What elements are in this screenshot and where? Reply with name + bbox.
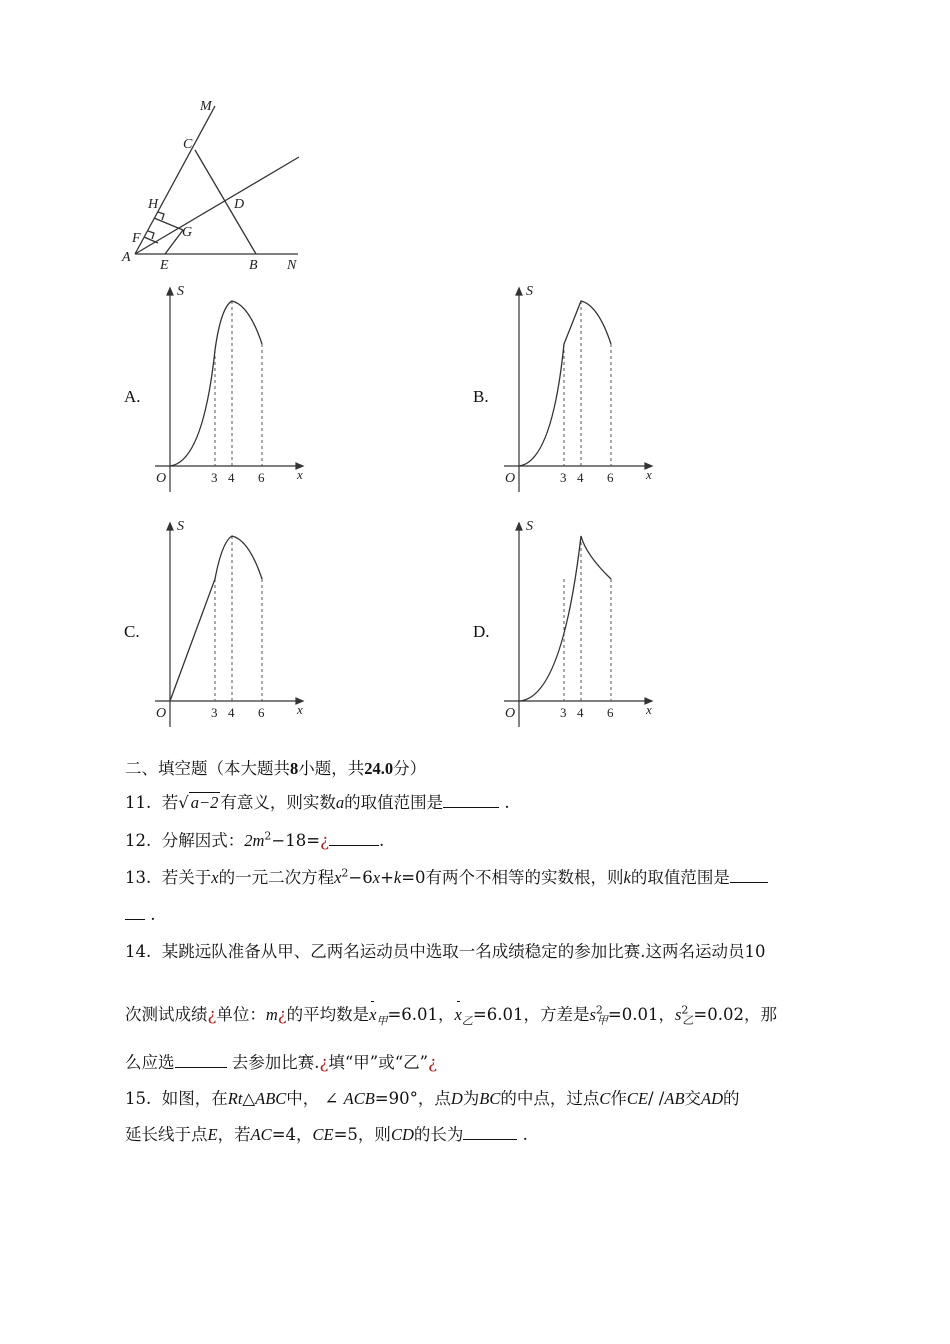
answer-blank-13-cont[interactable]: [125, 903, 145, 920]
y-axis-arrow: [516, 523, 522, 530]
label-D: D: [234, 197, 245, 212]
segment-FG: [144, 237, 158, 243]
origin-label: O: [156, 706, 167, 721]
answer-blank-11[interactable]: [443, 791, 499, 808]
question-13: 13. 若关于x的一元二次方程$x^2-6x+k=0$有两个不相等的实数根，则k的取值范围是: [125, 866, 768, 890]
x-axis-label: x: [297, 467, 303, 482]
question-12: 12. 分解因式：$2m^2-18=¿$ .: [125, 829, 385, 850]
tick-label-6: 6: [258, 705, 265, 720]
tick-label-3: 3: [211, 705, 218, 720]
y-axis-arrow: [167, 288, 173, 295]
label-H: H: [148, 197, 159, 212]
graph-option-d: [494, 517, 664, 732]
tick-label-3: 3: [560, 705, 567, 720]
option-b-label: B.: [473, 387, 489, 406]
right-angle-F: [148, 231, 154, 239]
label-C: C: [183, 137, 193, 152]
label-F: F: [132, 231, 141, 246]
tick-label-3: 3: [211, 470, 218, 485]
segment-EG: [165, 230, 183, 254]
curve-S-of-x: [170, 301, 262, 466]
geometry-figure: [110, 92, 320, 277]
answer-blank-12[interactable]: [329, 829, 379, 846]
graph-option-c: [145, 517, 315, 732]
question-14-line-2: 次测试成绩¿单位：m¿的平均数是$x_甲=6.01$，$x_乙=6.01$，方差是$s^2_甲=0.01$，$s^2_乙=0.02$，那: [125, 1003, 777, 1028]
section-header: 二、填空题（本大题共8小题，共24.0分）: [125, 759, 427, 778]
origin-label: O: [505, 471, 516, 486]
option-a-label: A.: [124, 387, 141, 406]
label-E: E: [160, 258, 169, 273]
tick-label-3: 3: [560, 470, 567, 485]
y-axis-label: S: [177, 284, 184, 299]
segment-CB: [195, 150, 256, 254]
answer-blank-13[interactable]: [730, 866, 768, 883]
label-N: N: [287, 258, 297, 273]
graph-option-b: [494, 282, 664, 497]
graph-option-a: [145, 282, 315, 497]
question-11: 11. 若√ a−2 有意义，则实数a的取值范围是 .: [125, 793, 510, 812]
answer-blank-14[interactable]: [175, 1051, 227, 1068]
y-axis-arrow: [167, 523, 173, 530]
label-B: B: [249, 258, 258, 273]
option-d-label: D.: [473, 622, 490, 641]
question-15-line-1: 15. 如图，在Rt△ABC中， ∠ ACB=90°，点D为BC的中点，过点C作CE/ /AB交AD的: [125, 1089, 740, 1108]
y-axis-arrow: [516, 288, 522, 295]
question-13-continuation: .: [125, 903, 156, 927]
right-angle-H: [158, 212, 164, 220]
curve-S-of-x: [170, 536, 262, 701]
segment-HG: [154, 218, 183, 230]
line-AD: [135, 157, 299, 254]
y-axis-label: S: [526, 519, 533, 534]
label-A: A: [122, 250, 131, 265]
y-axis-label: S: [177, 519, 184, 534]
label-G: G: [182, 225, 193, 240]
question-14-line-1: 14. 某跳远队准备从甲、乙两名运动员中选取一名成绩稳定的参加比赛.这两名运动员10: [125, 942, 766, 961]
tick-label-6: 6: [258, 470, 265, 485]
question-14-line-3: 么应选 去参加比赛.¿填“甲”或“乙”¿: [125, 1053, 437, 1072]
origin-label: O: [505, 706, 516, 721]
tick-label-6: 6: [607, 705, 614, 720]
tick-label-4: 4: [577, 705, 584, 720]
x-axis-label: x: [297, 702, 303, 717]
label-M: M: [200, 99, 212, 114]
curve-S-of-x: [519, 301, 611, 466]
x-axis-label: x: [646, 702, 652, 717]
tick-label-4: 4: [577, 470, 584, 485]
tick-label-6: 6: [607, 470, 614, 485]
answer-blank-15[interactable]: [463, 1123, 517, 1140]
y-axis-label: S: [526, 284, 533, 299]
option-c-label: C.: [124, 622, 140, 641]
curve-S-of-x: [519, 536, 611, 701]
origin-label: O: [156, 471, 167, 486]
tick-label-4: 4: [228, 470, 235, 485]
question-15-line-2: 延长线于点E，若AC=4，CE=5，则CD的长为 .: [125, 1125, 528, 1144]
tick-label-4: 4: [228, 705, 235, 720]
x-axis-label: x: [646, 467, 652, 482]
ray-AM: [135, 106, 215, 254]
